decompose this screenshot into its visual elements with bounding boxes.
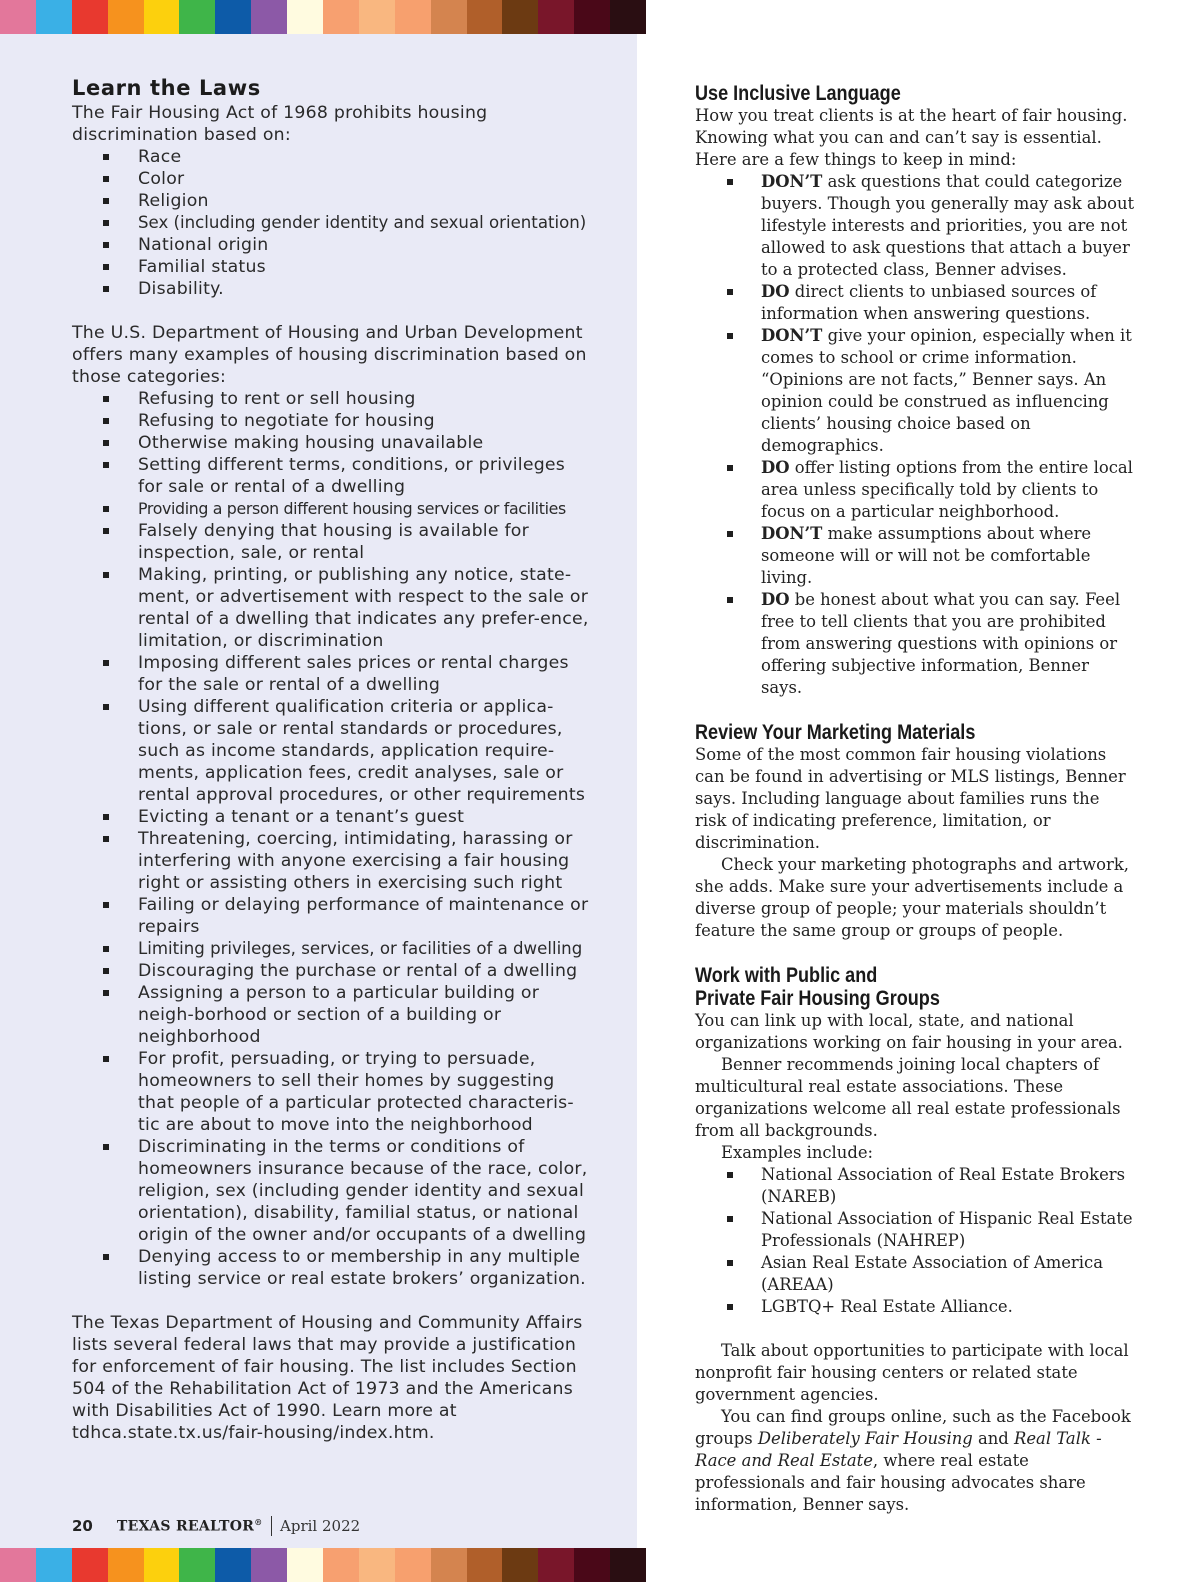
tip-key: DO — [761, 590, 790, 609]
color-stripe-top — [0, 0, 646, 34]
color-swatch — [323, 1548, 359, 1582]
list-item: National Association of Hispanic Real Estate Professionals (NAHREP) — [695, 1208, 1135, 1252]
list-item: Making, printing, or publishing any notice, state-ment, or advertisement with respect to the sale or rental of a dwelling that indicates any prefer-ence, limitation, or discrimination — [72, 564, 592, 652]
marketing-paragraph-1: Some of the most common fair housing violations can be found in advertising or MLS listings, Benner says. Including language about families runs the risk of indicating preference, limitation, or discrimination. — [695, 745, 1126, 852]
facebook-group-name: Deliberately Fair Housing — [757, 1429, 973, 1448]
organizations-list — [695, 1164, 1135, 1318]
color-swatch — [144, 1548, 180, 1582]
list-item: Refusing to rent or sell housing — [72, 388, 592, 410]
list-item: LGBTQ+ Real Estate Alliance. — [695, 1296, 1135, 1318]
fha-intro: The Fair Housing Act of 1968 prohibits housing discrimination based on: — [72, 103, 488, 145]
discrimination-examples-list — [72, 388, 592, 1290]
groups-paragraph-3: Examples include: — [721, 1143, 874, 1162]
list-item: Race — [72, 146, 592, 168]
color-swatch — [215, 0, 251, 34]
list-item — [695, 589, 1135, 699]
color-swatch — [395, 0, 431, 34]
tip-text: offer listing options from the entire local area unless specifically told by clients to focus on a particular neighborhood. — [761, 458, 1133, 521]
color-swatch — [179, 1548, 215, 1582]
list-item: Failing or delaying performance of maintenance or repairs — [72, 894, 592, 938]
tip-key: DO — [761, 282, 790, 301]
list-item: Assigning a person to a particular building or neigh-borhood or section of a building or neighborhood — [72, 982, 592, 1048]
color-swatch — [502, 0, 538, 34]
color-swatch — [610, 1548, 646, 1582]
color-swatch — [431, 1548, 467, 1582]
text-run: You can find groups online, such as the Facebook groups — [695, 1407, 1131, 1448]
hud-intro: The U.S. Department of Housing and Urban Development offers many examples of housing discrimination based on those categories: — [72, 323, 587, 387]
marketing-heading: Review Your Marketing Materials — [695, 721, 976, 744]
groups-heading-line-1: Work with Public and — [695, 964, 878, 987]
color-swatch — [72, 0, 108, 34]
groups-paragraph-1: You can link up with local, state, and national organizations working on fair housing in your area. — [695, 1011, 1123, 1052]
tip-text: be honest about what you can say. Feel free to tell clients that you are prohibited from answering questions with opinions or offering subjective information, Benner says. — [761, 590, 1121, 697]
color-swatch — [323, 0, 359, 34]
list-item: Denying access to or membership in any multiple listing service or real estate brokers’ organization. — [72, 1246, 592, 1290]
list-item: Imposing different sales prices or rental charges for the sale or rental of a dwelling — [72, 652, 592, 696]
list-item: Setting different terms, conditions, or privileges for sale or rental of a dwelling — [72, 454, 592, 498]
list-item — [695, 457, 1135, 523]
groups-paragraph-2: Benner recommends joining local chapters of multicultural real estate associations. These organizations welcome all real estate professionals from all backgrounds. — [695, 1055, 1121, 1140]
tip-text: ask questions that could categorize buyers. Though you generally may ask about lifestyle interests and priorities, you are not allowed to ask questions that attach a buyer to a protected class, Benner advises. — [761, 172, 1135, 279]
tip-text: direct clients to unbiased sources of information when answering questions. — [761, 282, 1097, 323]
spacer — [695, 942, 1135, 964]
color-swatch — [359, 0, 395, 34]
footer-divider — [271, 1516, 273, 1536]
color-swatch — [610, 0, 646, 34]
tdhca-paragraph: The Texas Department of Housing and Community Affairs lists several federal laws that may provide a justification for enforcement of fair housing. The list includes Section 504 of the Rehabilitation Act of 1973 and the Americans with Disabilities Act of 1990. Learn more at tdhca.state.tx.us/fair-housing/index.htm. — [72, 1313, 583, 1443]
color-swatch — [144, 0, 180, 34]
color-swatch — [574, 0, 610, 34]
list-item: Otherwise making housing unavailable — [72, 432, 592, 454]
list-item: Discouraging the purchase or rental of a dwelling — [72, 960, 592, 982]
list-item — [695, 325, 1135, 457]
list-item — [695, 523, 1135, 589]
list-item: Religion — [72, 190, 592, 212]
color-swatch — [36, 1548, 72, 1582]
color-swatch — [179, 0, 215, 34]
dos-donts-list — [695, 171, 1135, 699]
marketing-paragraph-2: Check your marketing photographs and artwork, she adds. Make sure your advertisements include a diverse group of people; your materials shouldn’t feature the same group or groups of people. — [695, 855, 1129, 940]
magazine-brand — [117, 1517, 263, 1535]
list-item: Evicting a tenant or a tenant’s guest — [72, 806, 592, 828]
spacer — [695, 1318, 1135, 1340]
tip-key: DON’T — [761, 326, 823, 345]
issue-date: April 2022 — [280, 1517, 361, 1535]
list-item: Limiting privileges, services, or facilities of a dwelling — [72, 938, 592, 960]
color-stripe-bottom — [0, 1548, 646, 1582]
list-item: Color — [72, 168, 592, 190]
color-swatch — [36, 0, 72, 34]
groups-heading-line-2: Private Fair Housing Groups — [695, 987, 940, 1010]
left-column — [72, 74, 592, 1444]
list-item: National origin — [72, 234, 592, 256]
spacer — [72, 1290, 592, 1312]
list-item: Sex (including gender identity and sexual orientation) — [72, 212, 592, 234]
color-swatch — [467, 1548, 503, 1582]
color-swatch — [574, 1548, 610, 1582]
color-swatch — [359, 1548, 395, 1582]
tip-text: make assumptions about where someone will or will not be comfortable living. — [761, 524, 1092, 587]
list-item: Asian Real Estate Association of America (AREAA) — [695, 1252, 1135, 1296]
groups-paragraph-4: Talk about opportunities to participate with local nonprofit fair housing centers or related state government agencies. — [695, 1341, 1129, 1404]
text-run: , where real estate professionals and fair housing advocates share information, Benner says. — [695, 1451, 1086, 1514]
facebook-group-name: Real Talk - Race and Real Estate — [695, 1429, 1102, 1470]
list-item: Refusing to negotiate for housing — [72, 410, 592, 432]
color-swatch — [251, 0, 287, 34]
text-run: and — [972, 1429, 1014, 1448]
color-swatch — [287, 0, 323, 34]
groups-paragraph-5 — [695, 1406, 1135, 1516]
list-item — [695, 281, 1135, 325]
spacer — [72, 300, 592, 322]
color-swatch — [467, 0, 503, 34]
color-swatch — [215, 1548, 251, 1582]
brand-name: TEXAS REALTOR — [116, 1518, 255, 1535]
inclusive-language-intro: How you treat clients is at the heart of fair housing. Knowing what you can and can’t say is essential. Here are a few things to keep in mind: — [695, 106, 1128, 169]
list-item: Disability. — [72, 278, 592, 300]
list-item: Discriminating in the terms or conditions of homeowners insurance because of the race, color, religion, sex (including gender identity and sexual orientation), disability, familial status, or national origin of the owner and/or occupants of a dwelling — [72, 1136, 592, 1246]
spacer — [695, 699, 1135, 721]
list-item: Familial status — [72, 256, 592, 278]
color-swatch — [502, 1548, 538, 1582]
registered-mark: ® — [254, 1517, 263, 1528]
list-item: National Association of Real Estate Brokers (NAREB) — [695, 1164, 1135, 1208]
tip-key: DO — [761, 458, 790, 477]
color-swatch — [72, 1548, 108, 1582]
protected-classes-list — [72, 146, 592, 300]
color-swatch — [251, 1548, 287, 1582]
tip-key: DON’T — [761, 172, 823, 191]
inclusive-language-heading: Use Inclusive Language — [695, 82, 901, 105]
color-swatch — [0, 1548, 36, 1582]
color-swatch — [108, 0, 144, 34]
color-swatch — [538, 1548, 574, 1582]
list-item: For profit, persuading, or trying to persuade, homeowners to sell their homes by suggesting that people of a particular protected characteris-tic are about to move into the neighborhood — [72, 1048, 592, 1136]
tip-text: give your opinion, especially when it comes to school or crime information. “Opinions are not facts,” Benner says. An opinion could be construed as influencing clients’ housing choice based on demographics. — [761, 326, 1132, 455]
page-number: 20 — [72, 1517, 93, 1535]
color-swatch — [431, 0, 467, 34]
color-swatch — [0, 0, 36, 34]
learn-laws-heading: Learn the Laws — [72, 76, 261, 100]
color-swatch — [395, 1548, 431, 1582]
tip-key: DON’T — [761, 524, 823, 543]
page-footer — [72, 1514, 360, 1538]
right-column — [695, 82, 1135, 1516]
color-swatch — [287, 1548, 323, 1582]
color-swatch — [108, 1548, 144, 1582]
list-item: Falsely denying that housing is available for inspection, sale, or rental — [72, 520, 592, 564]
list-item: Using different qualification criteria or applica-tions, or sale or rental standards or procedures, such as income standards, application require-ments, application fees, credit analyses, sale or rental approval procedures, or other requirements — [72, 696, 592, 806]
list-item — [695, 171, 1135, 281]
list-item: Providing a person different housing services or facilities — [72, 498, 592, 520]
color-swatch — [538, 0, 574, 34]
list-item: Threatening, coercing, intimidating, harassing or interfering with anyone exercising a fair housing right or assisting others in exercising such right — [72, 828, 592, 894]
